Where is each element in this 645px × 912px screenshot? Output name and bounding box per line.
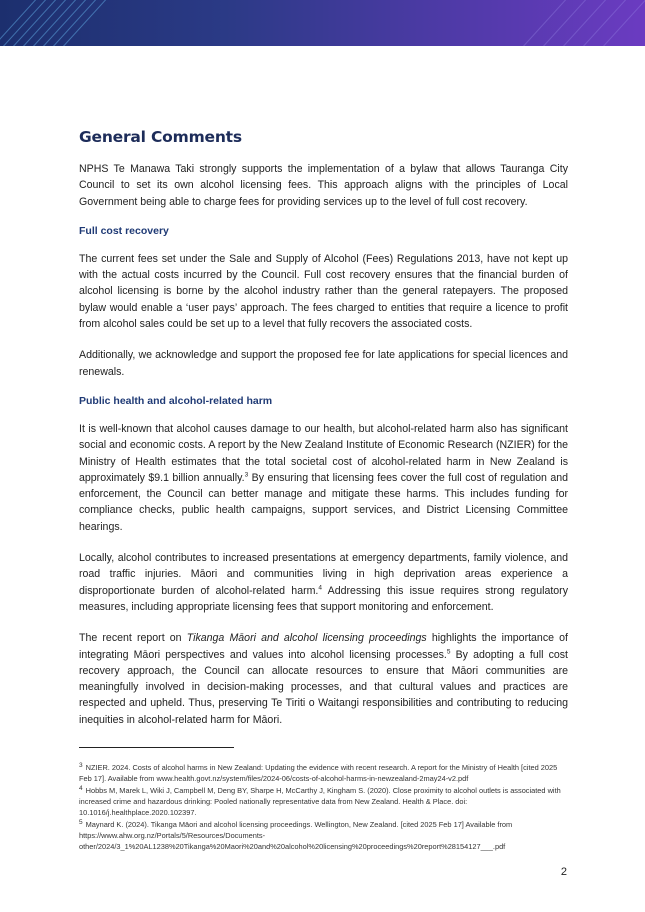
footnote-ref-3[interactable]: 3 — [244, 471, 249, 479]
footnote-text: Hobbs M, Marek L, Wiki J, Campbell M, Deng BY, Sharpe H, McCarthy J, Kingham S. (2020). Close proximity to alcohol outlets is associated with increased crime and hazardous drinking: Pooled nationally representative data from New Zealand. Health & Place. doi: 10.1016/j.healthplace.2020.102397. — [79, 786, 561, 818]
paragraph-full-cost-2: Additionally, we acknowledge and support the proposed fee for late applications for special licences and renewals. — [79, 349, 568, 378]
footnote-number: 4 — [79, 784, 83, 792]
footnote-5 — [79, 819, 568, 852]
paragraph-full-cost-1: The current fees set under the Sale and Supply of Alcohol (Fees) Regulations 2013, have not kept up with the actual costs incurred by the Council. Full cost recovery ensures that the financial burden of alcohol licensing is borne by the alcohol industry rather than the general ratepayers. The proposed bylaw would enable a ‘user pays’ approach. The fees charged to entities that require a licence to profit from alcohol sales could be set up to a level that fully recovers the associated costs. — [79, 252, 568, 331]
banner-pattern — [0, 0, 645, 46]
footnote-divider — [79, 747, 234, 748]
footnote-text: Maynard K. (2024). Tikanga Māori and alcohol licensing proceedings. Wellington, New Zealand. [cited 2025 Feb 17] Available from https://www.ahw.org.nz/Portals/5/Resources/Documents-other/2024/3_1%20AL1238%20Tikanga%20Maori%20and%20alcohol%20licensing%20proceedings%20report%28154127___.pdf — [79, 820, 513, 852]
subheading-full-cost-recovery: Full cost recovery — [79, 224, 169, 237]
text-segment: highlights the importance of integrating Māori perspectives and values into alcohol licensing processes. — [79, 632, 568, 661]
text-segment: It is well-known that alcohol causes damage to our health, but alcohol-related harm also has significant social and economic costs. A report by the New Zealand Institute of Economic Research (NZIER) for the Ministry of Health estimates that the total societal cost of alcohol-related harm in New Zealand is approximately $9.1 billion annually. — [79, 422, 568, 484]
page-number: 2 — [560, 866, 567, 878]
footnote-ref-4[interactable]: 4 — [318, 584, 323, 592]
section-heading: General Comments — [79, 128, 242, 146]
text-segment: Locally, alcohol contributes to increased presentations at emergency departments, family violence, and road traffic injuries. Māori and communities living in high deprivation areas experience a disproportionate burden of alcohol-related harm. — [79, 552, 568, 597]
paragraph-public-health-3 — [79, 630, 568, 728]
document-body — [79, 128, 568, 853]
text-segment: By adopting a full cost recovery approach, the Council can allocate resources to ensure that Māori communities are meaningfully involved in decision-making processes, and that cultural values and practices are respected and upheld. Thus, preserving Te Tiriti o Waitangi responsibilities and contributing to reducing inequities in alcohol-related harm for Māori. — [79, 648, 568, 726]
subheading-public-health: Public health and alcohol-related harm — [79, 394, 273, 407]
intro-paragraph: NPHS Te Manawa Taki strongly supports the implementation of a bylaw that allows Tauranga City Council to set its own alcohol licensing fees. This approach aligns with the principles of Local Government being able to charge fees for providing services up to the level of full cost recovery. — [79, 163, 568, 208]
footnote-3 — [79, 762, 568, 784]
footnote-number: 5 — [79, 818, 83, 826]
report-title-italic: Tikanga Māori and alcohol licensing proceedings — [186, 632, 427, 645]
header-banner — [0, 0, 645, 46]
text-segment: By ensuring that licensing fees cover the full cost of regulation and enforcement, the Council can better manage and mitigate these harms. This includes funding for compliance checks, public health campaigns, support services, and District Licensing Committee hearings. — [79, 471, 568, 533]
paragraph-public-health-2 — [79, 550, 568, 615]
footnote-4 — [79, 785, 568, 818]
footnote-text: NZIER. 2024. Costs of alcohol harms in New Zealand: Updating the evidence with recent research. A report for the Ministry of Health [cited 2025 Feb 17]. Available from www.health.govt.nz/system/files/2024-06/costs-of-alcohol-harms-in-newzealand-2may24-v2.pdf — [79, 763, 558, 784]
paragraph-public-health-1 — [79, 421, 568, 535]
text-segment: Addressing this issue requires strong regulatory measures, including appropriate licensing fees that support monitoring and enforcement. — [79, 584, 568, 613]
footnote-number: 3 — [79, 761, 83, 769]
footnote-ref-5[interactable]: 5 — [446, 648, 451, 655]
text-segment: The recent report on — [79, 632, 187, 645]
